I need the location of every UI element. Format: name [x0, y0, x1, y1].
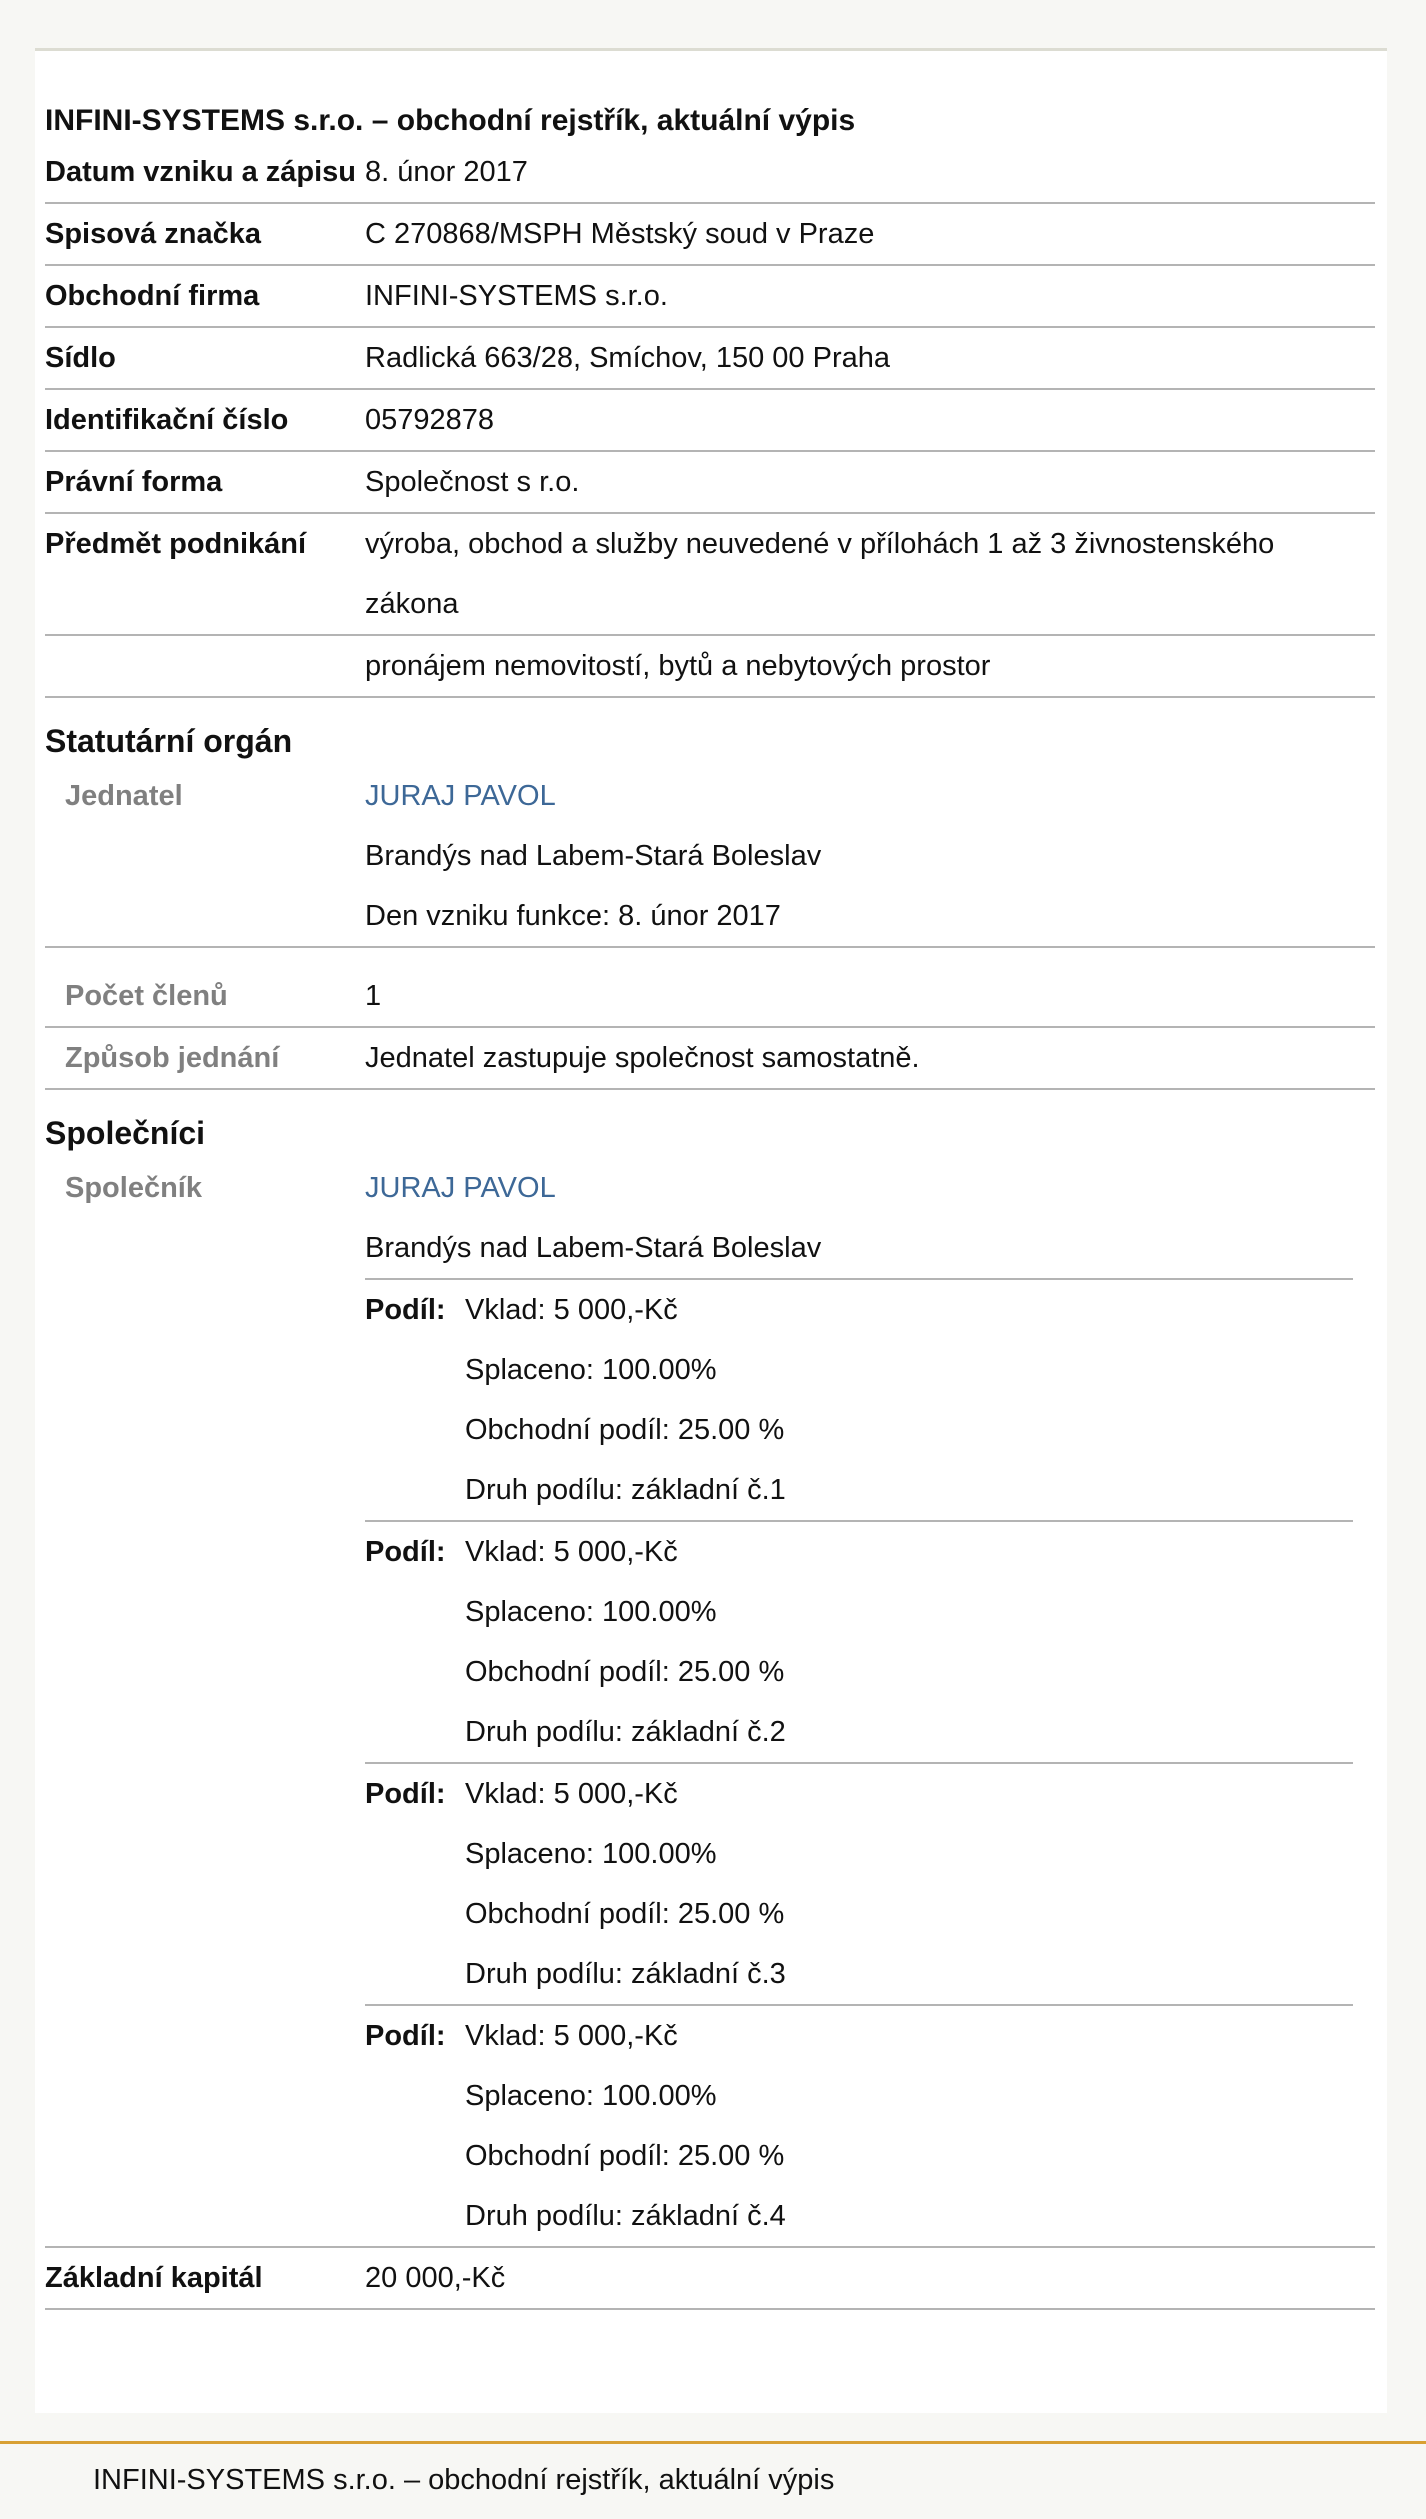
share-podil: Obchodní podíl: 25.00 % — [465, 1898, 785, 1930]
share-vklad: Vklad: 5 000,-Kč — [465, 1536, 678, 1568]
person-link-spolecnik[interactable]: JURAJ PAVOL — [365, 1172, 556, 1204]
row-value: 8. únor 2017 — [365, 156, 528, 188]
share-splaceno: Splaceno: 100.00% — [465, 1354, 717, 1386]
share-splaceno: Splaceno: 100.00% — [465, 1838, 717, 1870]
row-label: Způsob jednání — [65, 1042, 280, 1074]
document-title: INFINI-SYSTEMS s.r.o. – obchodní rejstřík, aktuální výpis — [45, 104, 856, 137]
row-value: INFINI-SYSTEMS s.r.o. — [365, 280, 668, 312]
row-label: Předmět podnikání — [45, 528, 307, 560]
share-label: Podíl: — [365, 1778, 446, 1810]
row-pravni-forma — [45, 452, 1375, 514]
share-details — [465, 2006, 1353, 2246]
share-item — [365, 1762, 1353, 2004]
row-value — [365, 1158, 1375, 2246]
person-address: Brandýs nad Labem-Stará Boleslav — [365, 1232, 822, 1264]
row-zpusob-jednani — [45, 1028, 1375, 1090]
row-pocet-clenu — [45, 966, 1375, 1028]
row-value: Společnost s r.o. — [365, 466, 580, 498]
row-zakladni-kapital — [45, 2248, 1375, 2310]
person-address: Brandýs nad Labem-Stará Boleslav — [365, 840, 822, 872]
row-spisova-znacka — [45, 204, 1375, 266]
share-details — [465, 1522, 1353, 1762]
function-start: Den vzniku funkce: 8. únor 2017 — [365, 900, 781, 932]
row-label: Jednatel — [65, 780, 183, 812]
row-spolecnik — [45, 1158, 1375, 2248]
share-label: Podíl: — [365, 1536, 446, 1568]
row-value: 1 — [365, 980, 382, 1012]
share-label: Podíl: — [365, 2020, 446, 2052]
row-label: Základní kapitál — [45, 2262, 263, 2294]
page-footer — [0, 2441, 1426, 2519]
share-label: Podíl: — [365, 1294, 446, 1326]
row-label: Sídlo — [45, 342, 116, 374]
share-item — [365, 1520, 1353, 1762]
row-obchodni-firma — [45, 266, 1375, 328]
share-details — [465, 1764, 1353, 2004]
row-label: Obchodní firma — [45, 280, 260, 312]
row-ico — [45, 390, 1375, 452]
shares-list — [365, 1278, 1375, 2246]
share-splaceno: Splaceno: 100.00% — [465, 2080, 717, 2112]
share-druh: Druh podílu: základní č.2 — [465, 1716, 786, 1748]
row-label: Datum vzniku a zápisu — [45, 156, 357, 188]
row-value: Jednatel zastupuje společnost samostatně. — [365, 1042, 920, 1074]
row-label: Společník — [65, 1172, 202, 1204]
row-label: Spisová značka — [45, 218, 261, 250]
share-druh: Druh podílu: základní č.4 — [465, 2200, 786, 2232]
row-label: Identifikační číslo — [45, 404, 289, 436]
row-datum-vzniku — [45, 142, 1375, 204]
share-details — [465, 1280, 1353, 1520]
row-value: 20 000,-Kč — [365, 2262, 506, 2294]
share-vklad: Vklad: 5 000,-Kč — [465, 2020, 678, 2052]
row-predmet-extra — [45, 636, 1375, 698]
row-value: Radlická 663/28, Smíchov, 150 00 Praha — [365, 342, 891, 374]
share-podil: Obchodní podíl: 25.00 % — [465, 1656, 785, 1688]
row-value: C 270868/MSPH Městský soud v Praze — [365, 218, 875, 250]
section-heading-spolecnici: Společníci — [45, 1115, 206, 1151]
share-druh: Druh podílu: základní č.3 — [465, 1958, 786, 1990]
share-druh: Druh podílu: základní č.1 — [465, 1474, 786, 1506]
share-podil: Obchodní podíl: 25.00 % — [465, 2140, 785, 2172]
row-sidlo — [45, 328, 1375, 390]
row-label: Počet členů — [65, 980, 228, 1012]
footer-text: INFINI-SYSTEMS s.r.o. – obchodní rejstřík, aktuální výpis — [93, 2464, 835, 2496]
share-vklad: Vklad: 5 000,-Kč — [465, 1294, 678, 1326]
document-card — [35, 48, 1387, 2413]
person-link-jednatel[interactable]: JURAJ PAVOL — [365, 780, 556, 812]
section-heading-statutarni: Statutární orgán — [45, 723, 293, 759]
spacer — [45, 948, 1375, 966]
row-label-empty — [45, 636, 365, 696]
row-label: Právní forma — [45, 466, 223, 498]
share-vklad: Vklad: 5 000,-Kč — [465, 1778, 678, 1810]
row-value: pronájem nemovitostí, bytů a nebytových prostor — [365, 650, 991, 682]
share-item — [365, 1278, 1353, 1520]
row-value: 05792878 — [365, 404, 495, 436]
row-jednatel — [45, 766, 1375, 948]
row-value: výroba, obchod a služby neuvedené v přílohách 1 až 3 živnostenského zákona — [365, 528, 1275, 620]
share-splaceno: Splaceno: 100.00% — [465, 1596, 717, 1628]
share-item — [365, 2004, 1353, 2246]
share-podil: Obchodní podíl: 25.00 % — [465, 1414, 785, 1446]
row-predmet-podnikani — [45, 514, 1375, 636]
document-body — [45, 51, 1375, 2310]
row-value — [365, 766, 1375, 946]
